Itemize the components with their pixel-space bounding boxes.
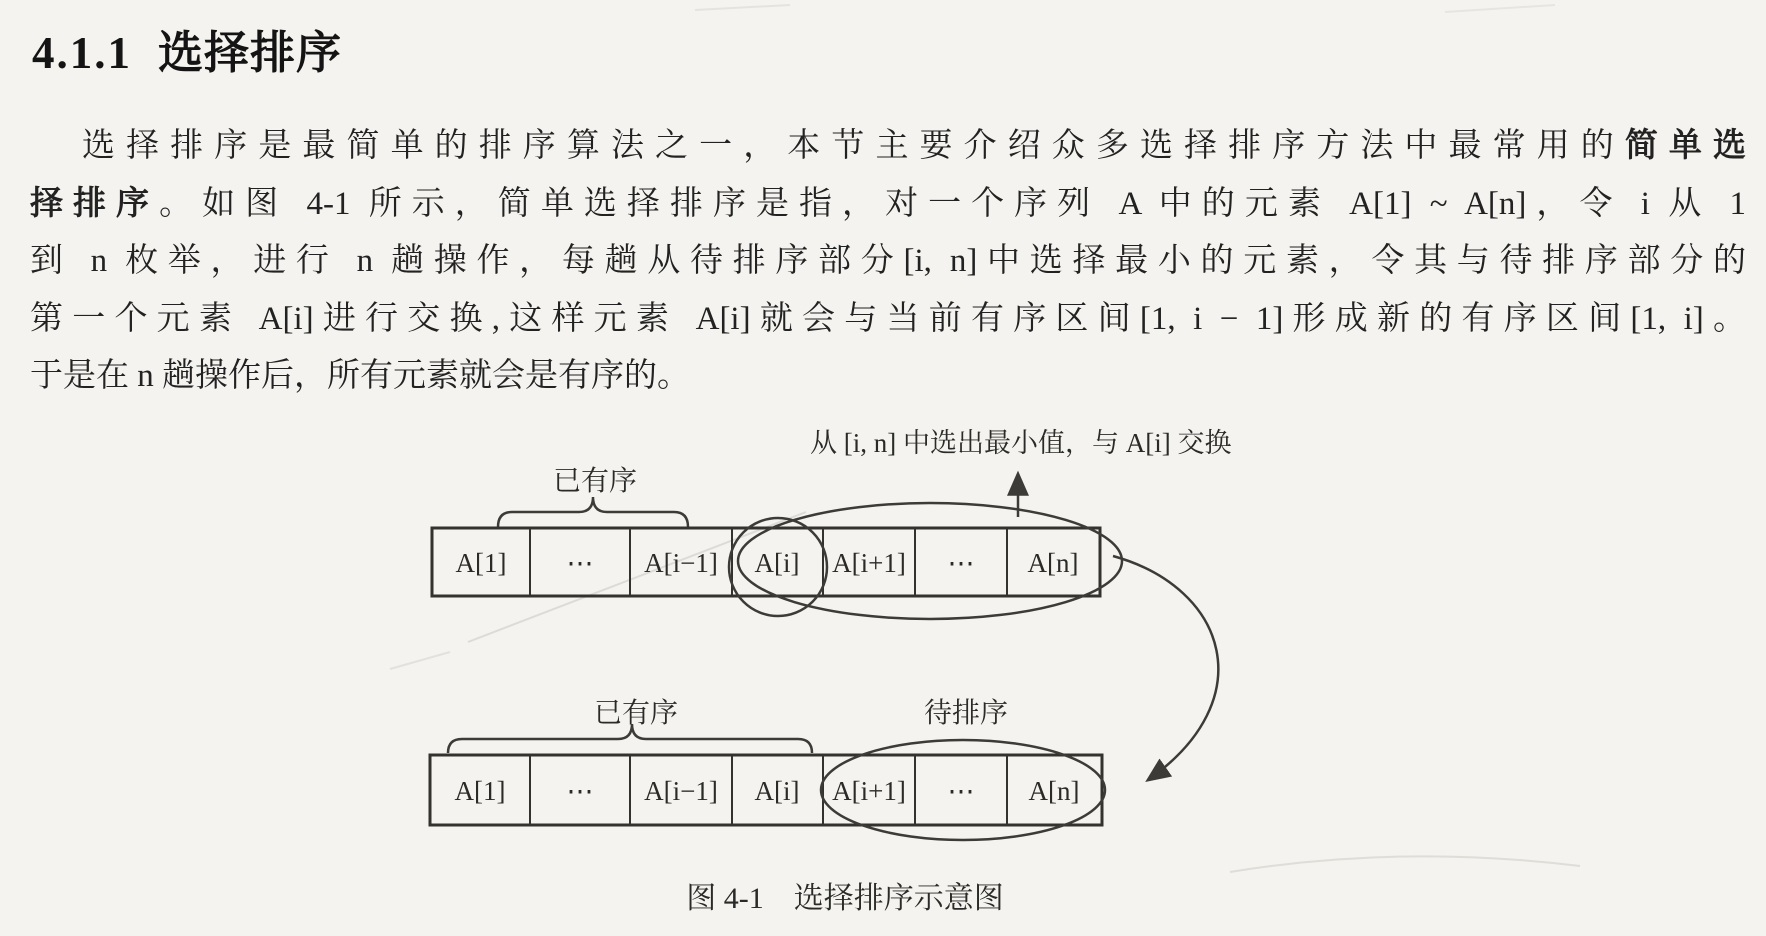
array-cell: ⋯ [947, 548, 975, 578]
row2-sorted-label: 已有序 [593, 698, 679, 729]
array-cell: A[i−1] [644, 548, 718, 578]
array-cell: A[1] [455, 548, 507, 578]
paragraph-line-5: 于是在 n 趟操作后，所有元素就会是有序的。 [30, 358, 690, 394]
paragraph-line-2-bold: 择排序 [30, 185, 160, 222]
paragraph-line-1-bold: 简单选 [1624, 128, 1747, 164]
array-cell: ⋯ [947, 776, 975, 806]
array-cell: A[i+1] [832, 776, 906, 806]
array-cell: A[n] [1027, 548, 1079, 578]
array-cell: ⋯ [566, 548, 594, 578]
array-cell: A[i+1] [832, 548, 906, 578]
array-row1-cells [456, 548, 1079, 578]
row2-unsorted-label: 待排序 [923, 698, 1009, 729]
row1-sorted-label: 已有序 [552, 466, 638, 497]
section-title: 选择排序 [158, 28, 343, 78]
figure-caption: 图 4-1 选择排序示意图 [686, 882, 1004, 915]
min-swap-annotation: 从 [i, n] 中选出最小值，与 A[i] 交换 [810, 428, 1232, 458]
array-cell: ⋯ [566, 776, 594, 806]
paragraph-line-2-text: 。如图 4-1 所示，简单选择排序是指，对一个序列 A 中的元素 A[1] ~ A[n]，令 i 从 1 [159, 185, 1747, 222]
paragraph-line-4: 第一个元素 A[i]进行交换,这样元素 A[i]就会与当前有序区间[1, i − 1]形成新的有序区间[1, i]。 [30, 300, 1746, 337]
section-number: 4.1.1 [32, 28, 132, 78]
paragraph-line-3: 到 n 枚举，进行 n 趟操作，每趟从待排序部分[i, n]中选择最小的元素，令其与待排序部分的 [30, 243, 1746, 279]
array-cell: A[i] [754, 776, 800, 806]
row1-sorted-brace [498, 497, 688, 527]
array-cell: A[i] [754, 548, 800, 578]
array-cell: A[i−1] [644, 776, 718, 806]
array-cell: A[1] [454, 776, 506, 806]
swap-arrow [1113, 556, 1218, 780]
array-row2-cells [455, 776, 1080, 806]
paragraph-line-1-text: 选择排序是最简单的排序算法之一，本节主要介绍众多选择排序方法中最常用的 [82, 128, 1625, 164]
array-cell: A[n] [1028, 776, 1080, 806]
